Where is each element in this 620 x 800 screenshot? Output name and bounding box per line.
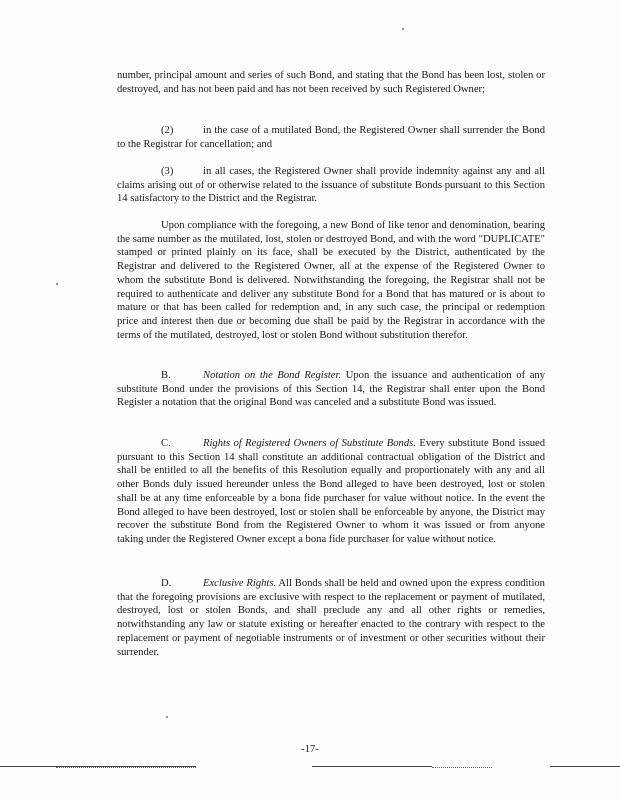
- scan-speck: [166, 716, 168, 718]
- paragraph-compliance: [117, 219, 545, 342]
- paragraph-text: in the case of a mutilated Bond, the Registered Owner shall surrender the Bond to the Registrar for cancellation; and: [117, 125, 545, 150]
- footer-rule: [312, 766, 432, 767]
- paragraph-text: Upon the issuance and authentication of any substitute Bond under the provisions of this Section 14, the Registrar shall enter upon the Bond Register a notation that the original Bond was canceled and a substitute Bond was issued.: [117, 370, 546, 409]
- section-heading: Rights of Registered Owners of Substitute Bonds.: [203, 438, 416, 449]
- section-heading: Exclusive Rights.: [203, 578, 277, 589]
- paragraph-text: Every substitute Bond issued pursuant to this Section 14 shall constitute an additional contractual obligation of the District and shall be entitled to all the benefits of this Resolution equally and proportionately with any and all other Bonds duly issued hereunder unless the Bond alleged to have been destroyed, lost or stolen shall be at any time enforceable by a bona fide purchaser for value without notice. In the event the Bond alleged to have been destroyed, lost or stolen shall be enforceable by anyone, the District may recover the substitute Bond from the Registered Owner to whom it was issued or from anyone taking under the Registered Owner except a bona fide purchaser for value without notice.: [117, 438, 545, 545]
- paragraph-text: Upon compliance with the foregoing, a new Bond of like tenor and denomination, bearing the same number as the mutilated, lost, stolen or destroyed Bond, and with the word "DUPLICATE" stamped or printed plainly on its face, shall be executed by the District, authenticated by the Registrar and delivered to the Registered Owner, all at the expense of the Registered Owner to whom the substitute Bond is delivered. Notwithstanding the foregoing, the Registrar shall not be required to authenticate and deliver any substitute Bond for a Bond that has matured or is about to mature or that has been called for redemption and, in any such case, the principal or redemption price and interest then due or becoming due shall be paid by the Registrar in accordance with the terms of the mutilated, destroyed, lost or stolen Bond without substitution therefor.: [117, 220, 545, 341]
- item-number: (2): [161, 125, 174, 136]
- section-label: D.: [161, 578, 172, 589]
- section-heading: Notation on the Bond Register.: [203, 370, 342, 381]
- scan-speck: [56, 283, 58, 285]
- page-number: -17-: [301, 744, 319, 755]
- section-label: B.: [161, 370, 171, 381]
- paragraph-text: in all cases, the Registered Owner shall provide indemnity against any and all claims arising out of or otherwise related to the issuance of substitute Bonds pursuant to this Section 14 satisfactory to the District and the Registrar.: [117, 166, 545, 205]
- footer-dash: [56, 767, 196, 769]
- footer-rule: [550, 766, 620, 767]
- section-b: [117, 369, 545, 410]
- paragraph-item-3: [117, 165, 545, 206]
- section-d: [117, 577, 545, 659]
- section-c: [117, 437, 545, 547]
- footer-dash: [432, 767, 492, 769]
- paragraph-item-2: [117, 124, 545, 151]
- scan-speck: [402, 28, 404, 30]
- paragraph-text: number, principal amount and series of such Bond, and stating that the Bond has been lost, stolen or destroyed, and has not been paid and has not been received by such Registered Owner;: [117, 70, 545, 95]
- paragraph-continuation: [117, 69, 545, 96]
- paragraph-text: All Bonds shall be held and owned upon the express condition that the foregoing provisions are exclusive with respect to the replacement or payment of mutilated, destroyed, lost or stolen Bonds, and shall preclude any and all other rights or remedies, notwithstanding any law or statute existing or hereafter enacted to the contrary with respect to the replacement or payment of negotiable instruments or of investment or other securities without their surrender.: [117, 578, 545, 658]
- section-label: C.: [161, 438, 171, 449]
- item-number: (3): [161, 166, 174, 177]
